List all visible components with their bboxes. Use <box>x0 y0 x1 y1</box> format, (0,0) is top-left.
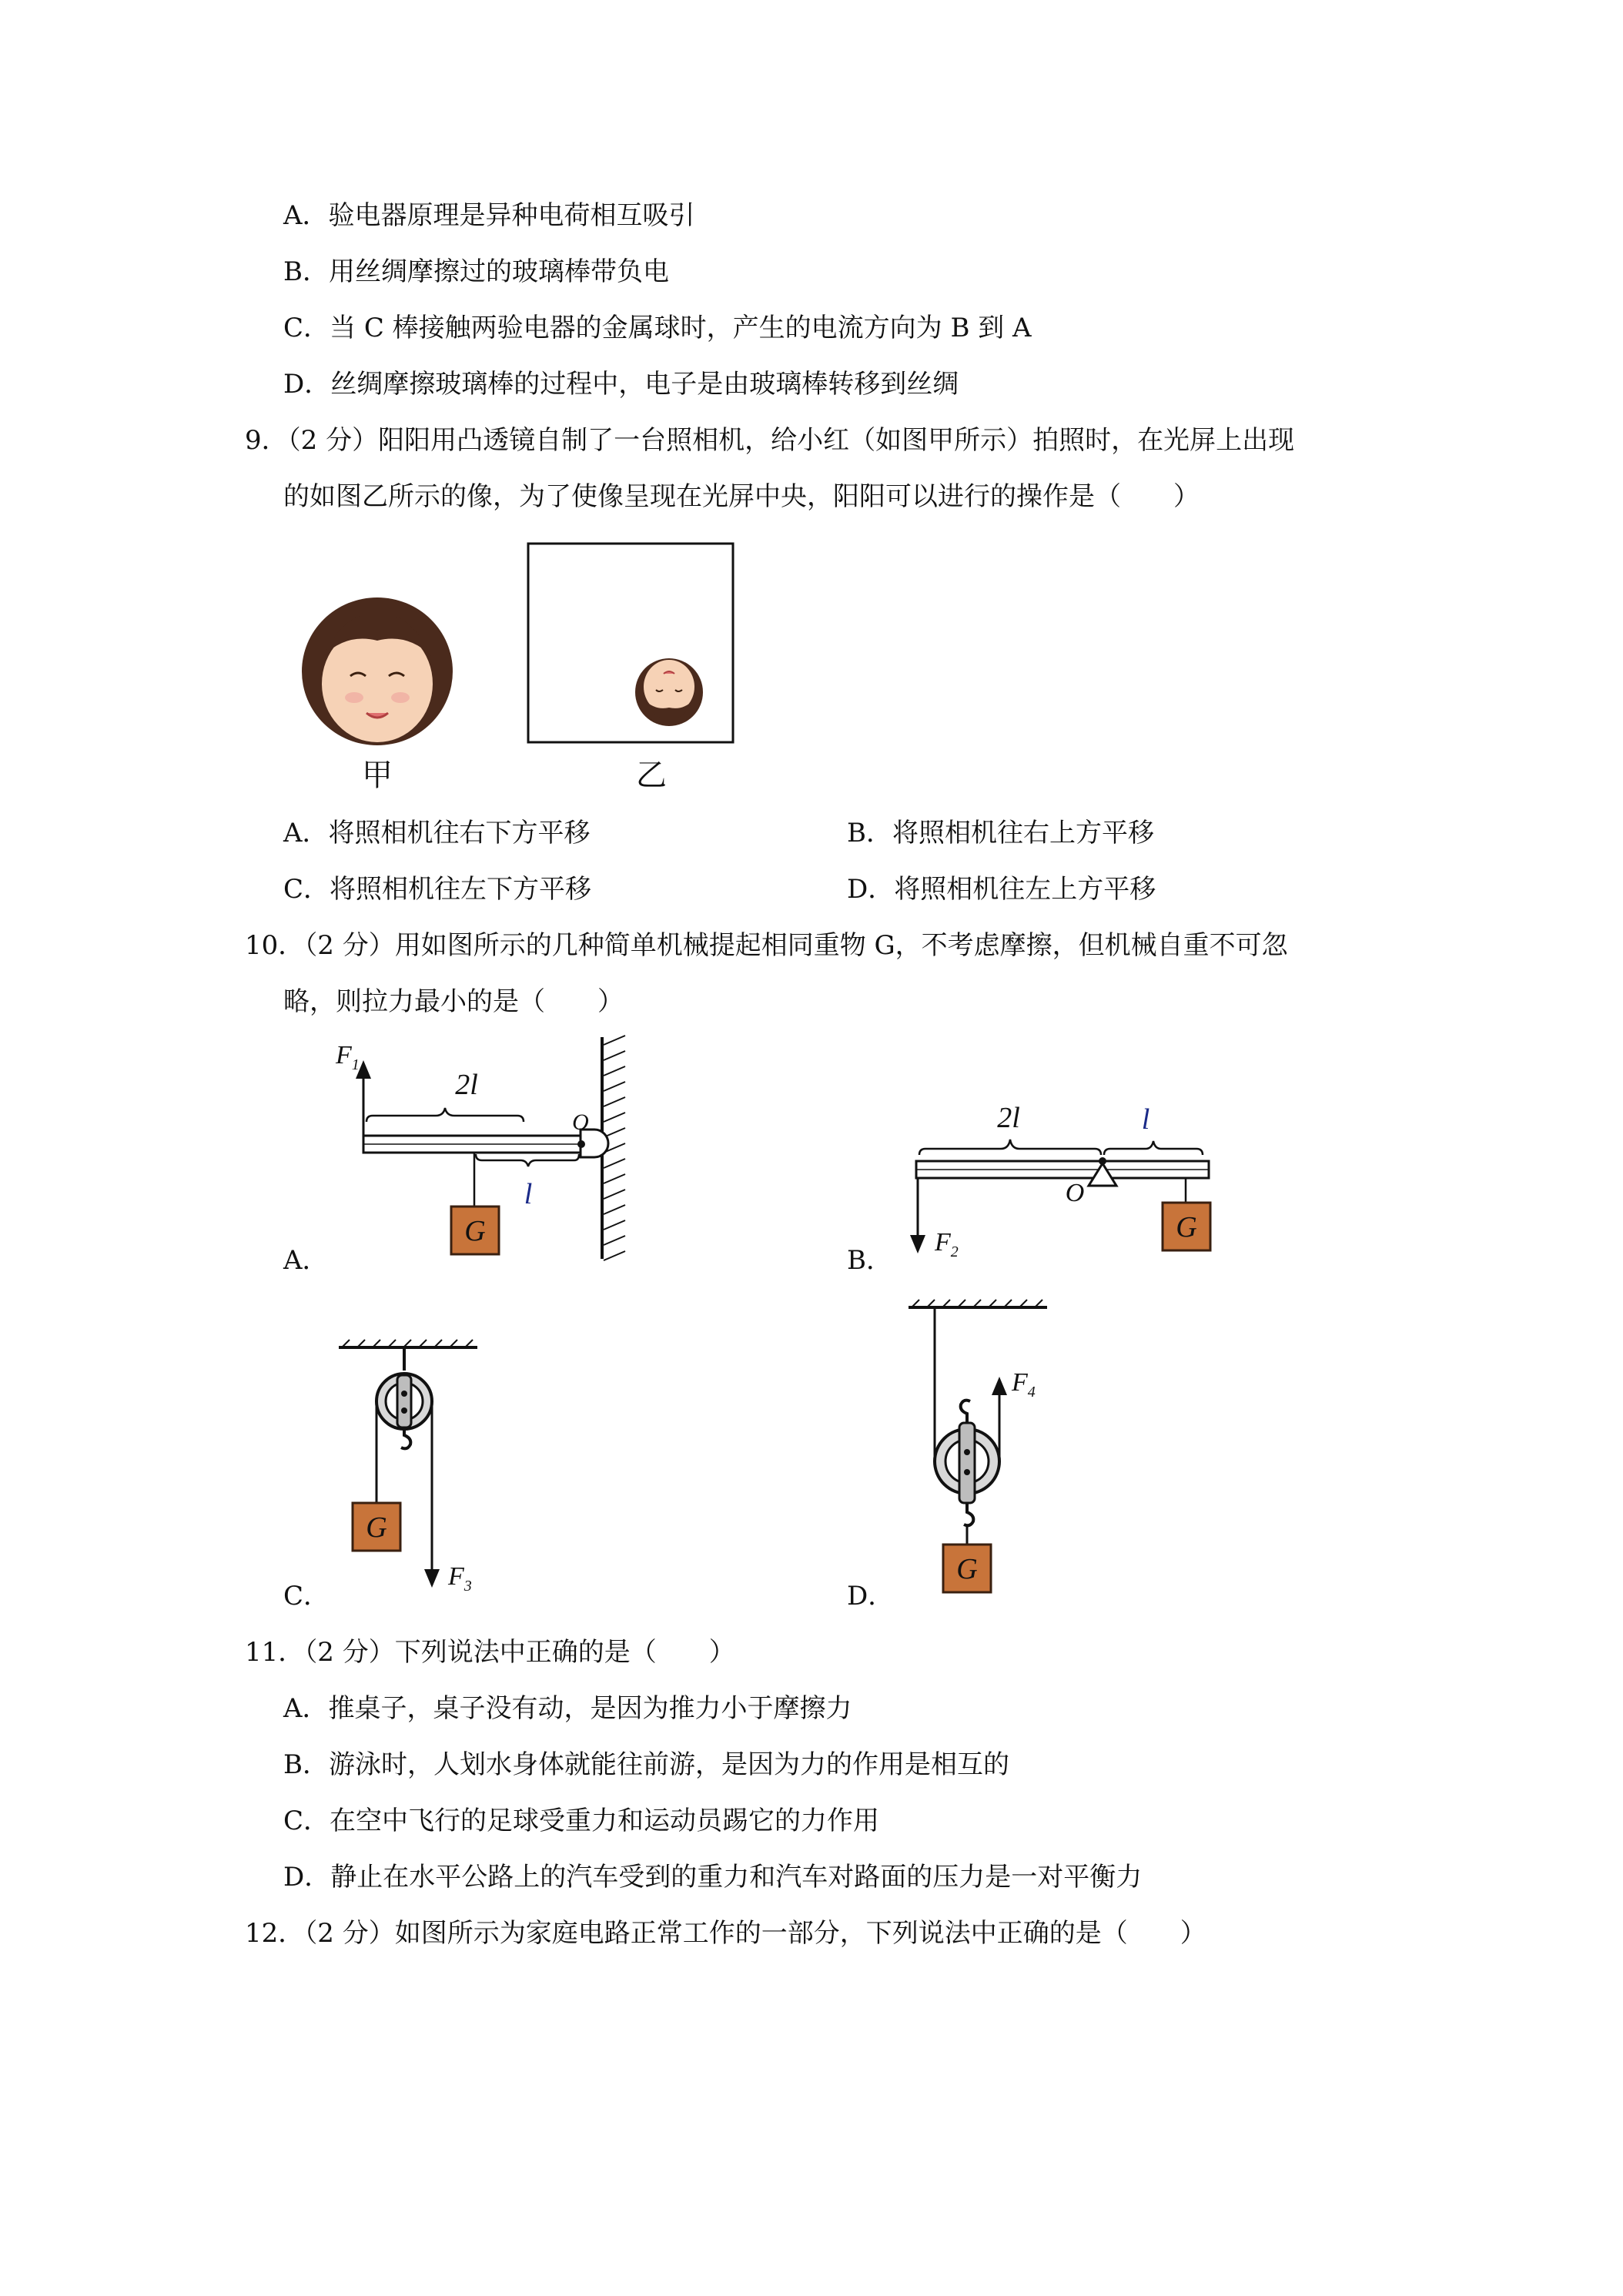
figure-q10-b-2l-label: 2l <box>997 1102 1020 1134</box>
figure-q10-a-lever <box>323 1036 647 1267</box>
figure-q10-a-force-label: $F_1$ <box>336 1041 360 1073</box>
figure-q10-a-2l-label: 2l <box>455 1069 478 1101</box>
figure-q10-b-weight-label: G <box>1176 1211 1197 1243</box>
q8-option-a: A．验电器原理是异种电荷相互吸引 <box>283 200 695 231</box>
q10-option-c-letter: C． <box>283 1581 330 1612</box>
q9-stem-line2: 的如图乙所示的像，为了使像呈现在光屏中央，阳阳可以进行的操作是（ ） <box>283 481 1200 512</box>
figure-q10-c-force-label: $F_3$ <box>448 1562 472 1595</box>
q9-option-c: C．将照相机往左下方平移 <box>283 874 592 905</box>
figure-q10-c-weight-label: G <box>366 1511 387 1544</box>
figure-q10-d-movable-pulley <box>901 1300 1062 1608</box>
q11-option-c: C．在空中飞行的足球受重力和运动员踢它的力作用 <box>283 1806 880 1836</box>
q8-option-c: C．当 C 棒接触两验电器的金属球时，产生的电流方向为 B 到 A <box>283 313 1032 343</box>
figure-jia-face <box>293 585 462 755</box>
q10-option-a-letter: A． <box>283 1245 329 1276</box>
q12-stem: 12．（2 分）如图所示为家庭电路正常工作的一部分，下列说法中正确的是（ ） <box>245 1918 1206 1949</box>
q10-option-d-letter: D． <box>847 1581 895 1612</box>
figure-jia-caption: 甲 <box>362 758 393 793</box>
figure-q10-d-weight-label: G <box>956 1553 978 1585</box>
q10-stem-line1: 10．（2 分）用如图所示的几种简单机械提起相同重物 G，不考虑摩擦，但机械自重不可忽 <box>245 930 1288 961</box>
q11-option-a: A．推桌子，桌子没有动，是因为推力小于摩擦力 <box>283 1693 852 1724</box>
q9-option-d: D．将照相机往左上方平移 <box>847 874 1156 905</box>
figure-q10-a-pivot-label: O <box>572 1110 589 1135</box>
figure-q10-b-lever <box>901 1086 1240 1270</box>
figure-q10-d-force-label: $F_4$ <box>1012 1368 1036 1401</box>
q10-option-b-letter: B． <box>847 1245 892 1276</box>
figure-yi-caption: 乙 <box>636 758 667 793</box>
figure-q10-b-force-label: $F_2$ <box>935 1228 959 1260</box>
q9-option-a: A．将照相机往右下方平移 <box>283 818 591 848</box>
q8-option-b: B．用丝绸摩擦过的玻璃棒带负电 <box>283 256 669 287</box>
q8-option-d: D．丝绸摩擦玻璃棒的过程中，电子是由玻璃棒转移到丝绸 <box>283 369 959 400</box>
q9-stem-line1: 9．（2 分）阳阳用凸透镜自制了一台照相机，给小红（如图甲所示）拍照时，在光屏上出现 <box>245 425 1295 456</box>
figure-q10-b-l-label: l <box>1141 1103 1150 1136</box>
q10-stem-line2: 略，则拉力最小的是（ ） <box>283 986 624 1017</box>
q11-option-b: B．游泳时，人划水身体就能往前游，是因为力的作用是相互的 <box>283 1749 1009 1780</box>
figure-q10-a-l-label: l <box>524 1178 533 1210</box>
figure-yi-screen <box>527 542 735 744</box>
q11-option-d: D．静止在水平公路上的汽车受到的重力和汽车对路面的压力是一对平衡力 <box>283 1862 1143 1893</box>
figure-q10-a-weight-label: G <box>464 1215 486 1247</box>
q11-stem: 11．（2 分）下列说法中正确的是（ ） <box>245 1637 735 1668</box>
q9-option-b: B．将照相机往右上方平移 <box>847 818 1154 848</box>
figure-q10-c-fixed-pulley <box>331 1340 500 1602</box>
figure-q10-b-pivot-label: O <box>1065 1179 1085 1207</box>
